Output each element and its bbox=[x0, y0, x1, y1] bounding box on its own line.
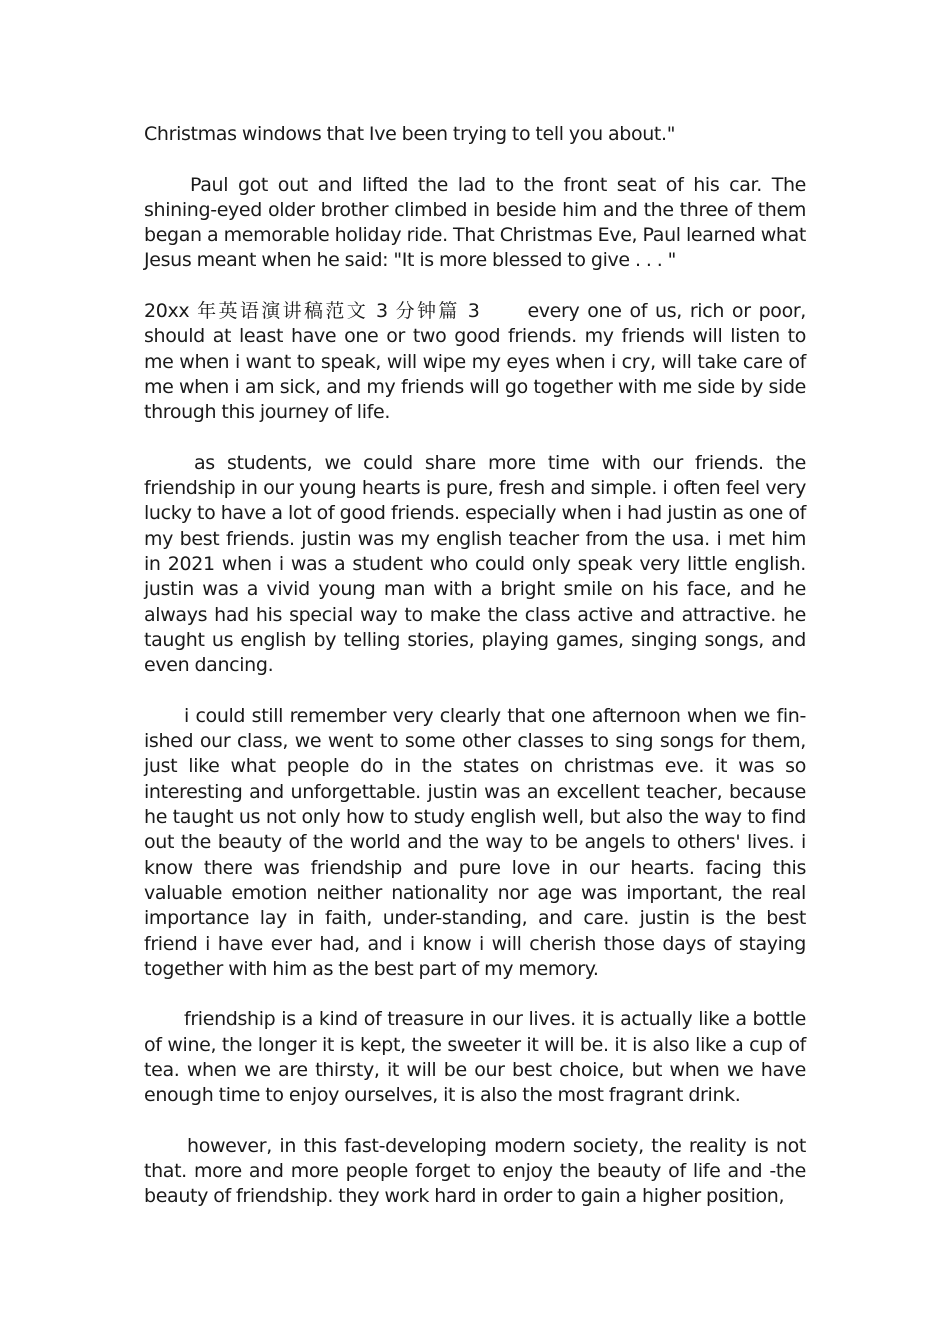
paragraph-3 bbox=[144, 299, 806, 425]
document-page bbox=[144, 122, 806, 1235]
paragraph-2: Paul got out and lifted the lad to the front seat of his car. The shining-eyed older brother climbed in beside him and the three of them began a memorable holiday ride. That Christmas Eve, Paul learned what Jesus meant when he said: "It is more blessed to give . . . " bbox=[144, 173, 806, 272]
paragraph-5: i could still remember very clearly that one afternoon when we fin-ished our class, we went to some other classes to sing songs for them, just like what people do in the states on christmas eve. it was so interesting and unforgettable. justin was an excellent teacher, because he taught us not only how to study english well, but also the way to find out the beauty of the world and the way to be angels to others' lives. i know there was friendship and pure love in our hearts. facing this valuable emotion neither nationality nor age was important, the real importance lay in faith, under-standing, and care. justin is the best friend i have ever had, and i know i will cherish those days of staying together with him as the best part of my memory. bbox=[144, 704, 806, 980]
section-heading: 20xx 年英语演讲稿范文 3 分钟篇 3 bbox=[144, 300, 480, 323]
paragraph-7: however, in this fast-developing modern society, the reality is not that. more and more people forget to enjoy the beauty of life and -the beauty of friendship. they work hard in order to gain a higher position, bbox=[144, 1134, 806, 1208]
paragraph-6: friendship is a kind of treasure in our lives. it is actually like a bottle of wine, the longer it is kept, the sweeter it will be. it is also like a cup of tea. when we are thirsty, it will be our best choice, but when we have enough time to enjoy ourselves, it is also the most fragrant drink. bbox=[144, 1008, 806, 1107]
paragraph-3-body: every one of us, rich or poor, should at least have one or two good friends. my friends will listen to me when i want to speak, will wipe my eyes when i cry, will take care of me when i am sick, and my friends will go together with me side by side through this journey of life. bbox=[144, 300, 806, 424]
paragraph-1: Christmas windows that Ive been trying to tell you about." bbox=[144, 123, 676, 145]
paragraph-4: as students, we could share more time with our friends. the friendship in our young hearts is pure, fresh and simple. i often feel very lucky to have a lot of good friends. especially when i had justin as one of my best friends. justin was my english teacher from the usa. i met him in 2021 when i was a student who could only speak very little english. justin was a vivid young man with a bright smile on his face, and he always had his special way to make the class active and attractive. he taught us english by telling stories, playing games, singing songs, and even dancing. bbox=[144, 451, 806, 677]
